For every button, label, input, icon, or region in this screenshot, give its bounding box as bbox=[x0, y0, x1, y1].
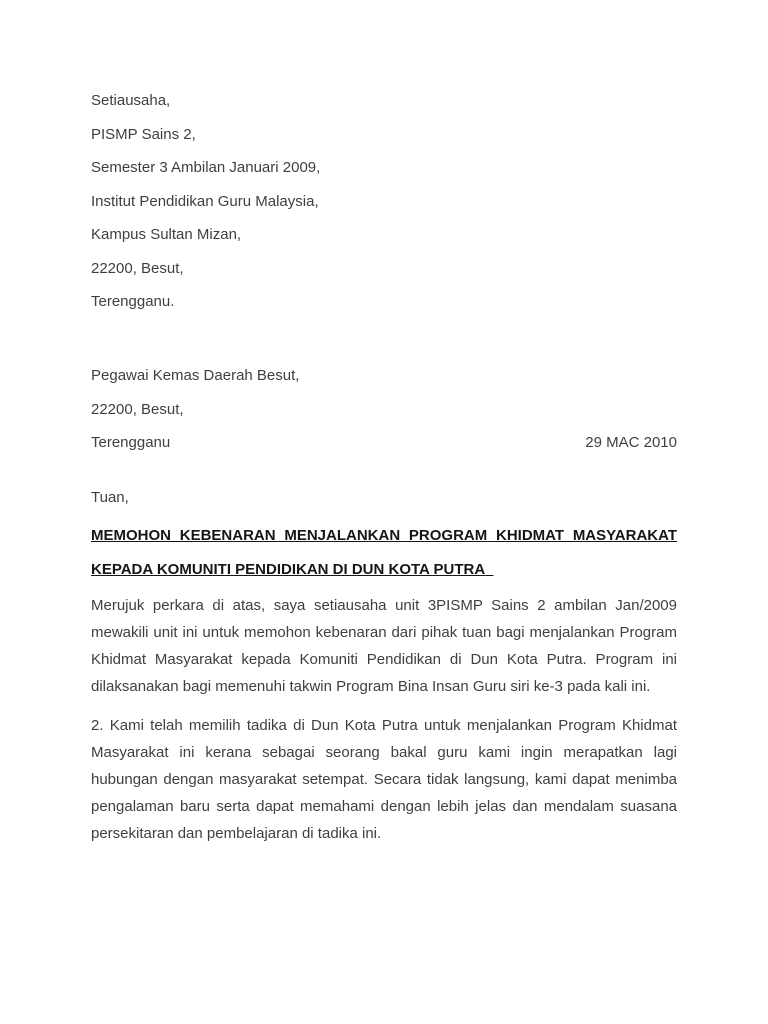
subject-heading-line: KEPADA KOMUNITI PENDIDIKAN DI DUN KOTA PUTRA bbox=[91, 560, 486, 578]
sender-address-line: Semester 3 Ambilan Januari 2009, bbox=[91, 159, 321, 176]
paragraph-line: Khidmat Masyarakat kepada Komuniti Pendidikan di Dun Kota Putra. Program ini bbox=[91, 651, 677, 668]
recipient-address-date-row bbox=[91, 426, 677, 460]
paragraph-line: pengalaman baru serta dapat memahami dengan lebih jelas dan mendalam suasana bbox=[91, 798, 677, 815]
body-paragraph-1 bbox=[91, 592, 677, 700]
letter-date: 29 MAC 2010 bbox=[585, 434, 677, 451]
paragraph-line: dilaksanakan bagi memenuhi takwin Program Bina Insan Guru siri ke-3 pada kali ini. bbox=[91, 678, 651, 695]
sender-address-line: Kampus Sultan Mizan, bbox=[91, 226, 242, 243]
recipient-address-line: Terengganu bbox=[91, 434, 171, 451]
recipient-address-block bbox=[91, 359, 677, 460]
paragraph-line: 2. Kami telah memilih tadika di Dun Kota Putra untuk menjalankan Program Khidmat bbox=[91, 717, 677, 734]
subject-heading bbox=[91, 519, 677, 586]
recipient-address-line: 22200, Besut, bbox=[91, 400, 184, 418]
sender-address-line: Terengganu. bbox=[91, 293, 175, 310]
paragraph-line: hubungan dengan masyarakat setempat. Secara tidak langsung, kami dapat menimba bbox=[91, 771, 677, 788]
sender-address-line: Institut Pendidikan Guru Malaysia, bbox=[91, 192, 319, 210]
paragraph-line: Masyarakat ini kerana sebagai seorang bakal guru kami ingin merapatkan lagi bbox=[91, 744, 677, 761]
salutation bbox=[91, 481, 677, 515]
paragraph-line: persekitaran dan pembelajaran di tadika ini. bbox=[91, 825, 382, 842]
body-paragraph-2 bbox=[91, 712, 677, 847]
paragraph-line: Merujuk perkara di atas, saya setiausaha unit 3PISMP Sains 2 ambilan Jan/2009 bbox=[91, 597, 677, 614]
recipient-address-line: Pegawai Kemas Daerah Besut, bbox=[91, 367, 300, 384]
subject-heading-line: MEMOHON KEBENARAN MENJALANKAN PROGRAM KHIDMAT MASYARAKAT bbox=[91, 527, 677, 544]
sender-address-line: PISMP Sains 2, bbox=[91, 125, 196, 143]
paragraph-line: mewakili unit ini untuk memohon kebenaran dari pihak tuan bagi menjalankan Program bbox=[91, 624, 677, 641]
sender-address-block bbox=[91, 84, 677, 319]
sender-address-line: Setiausaha, bbox=[91, 92, 171, 109]
sender-address-line: 22200, Besut, bbox=[91, 259, 184, 277]
salutation-text: Tuan, bbox=[91, 489, 129, 506]
